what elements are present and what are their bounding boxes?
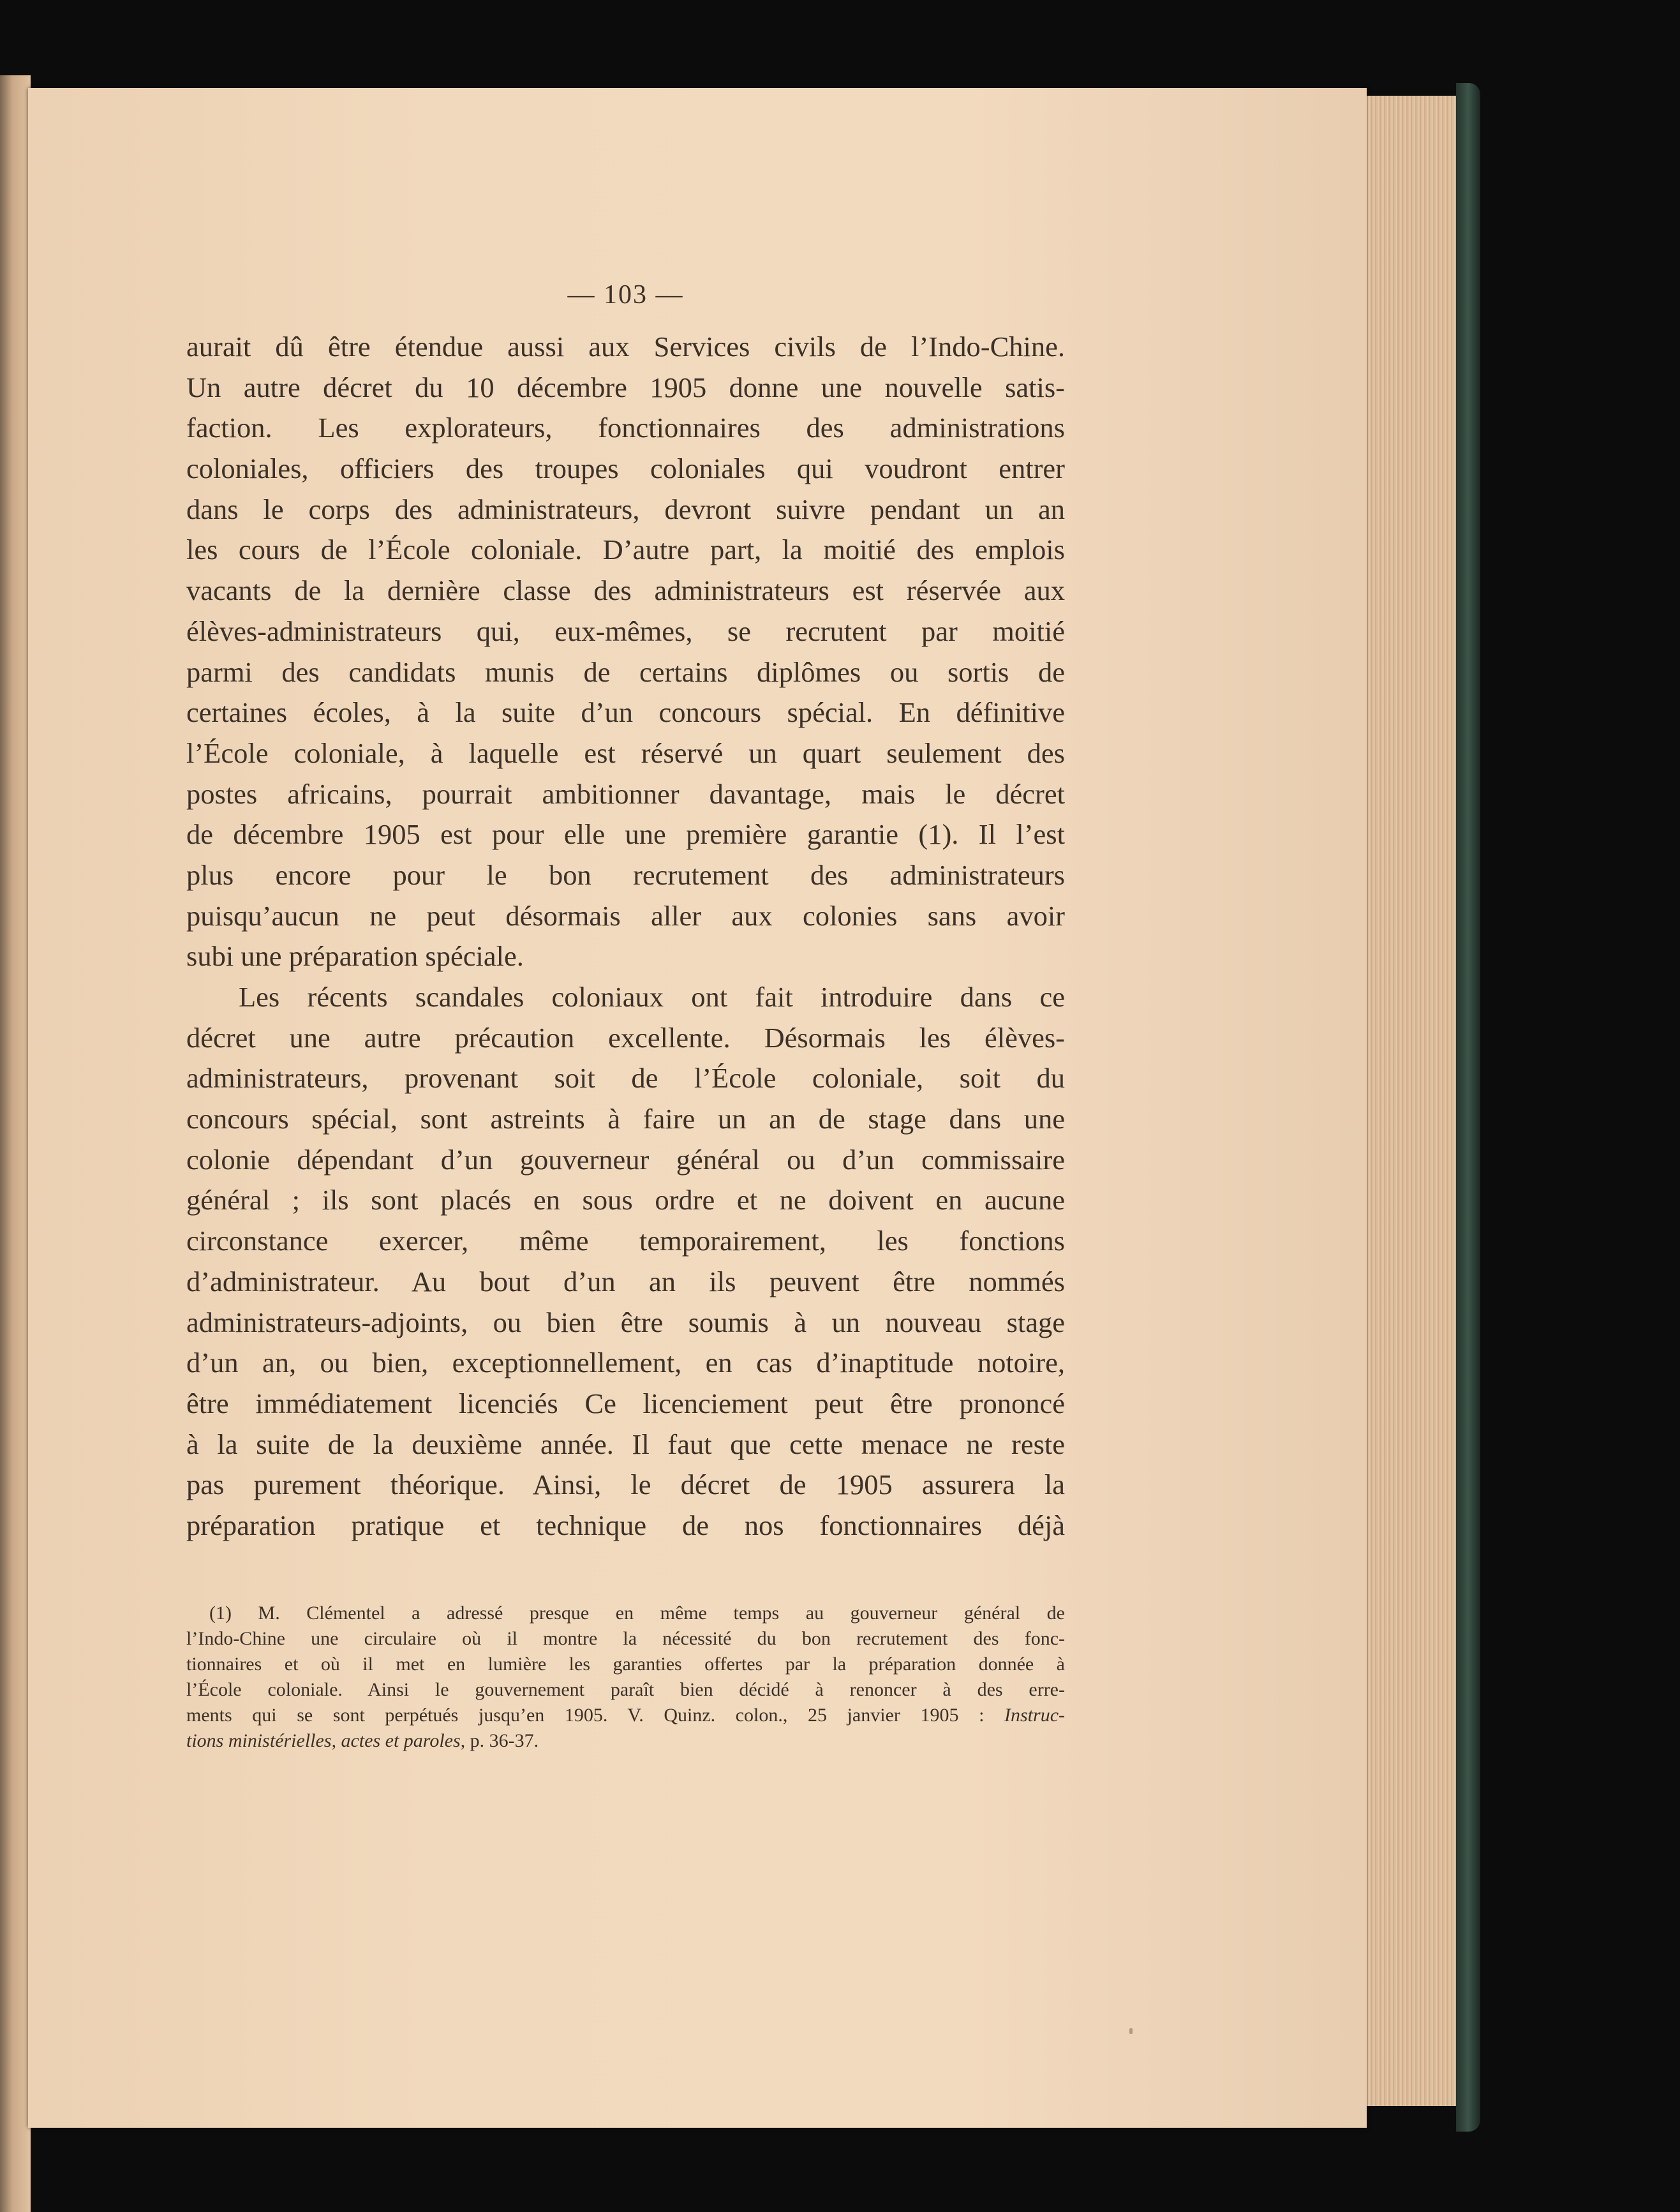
paper-speck [1129,2028,1133,2034]
text-line: faction. Les explorateurs, fonctionnaires des administrations [186,412,1065,444]
text-line: élèves-administrateurs qui, eux-mêmes, se recrutent par moitié [186,615,1065,647]
text-line: être immédiatement licenciés Ce licenciement peut être prononcé [186,1387,1065,1419]
text-line: général ; ils sont placés en sous ordre et ne doivent en aucune [186,1184,1065,1216]
text-line: subi une préparation spéciale. [186,940,524,973]
text-line: les cours de l’École coloniale. D’autre part, la moitié des emplois [186,534,1065,566]
text-line: l’École coloniale, à laquelle est réservé un quart seulement des [186,736,1065,769]
text-line: vacants de la dernière classe des administrateurs est réservée aux [186,574,1065,607]
text-line: décret une autre précaution excellente. Désormais les élèves- [186,1021,1065,1054]
text-line: Un autre décret du 10 décembre 1905 donne une nouvelle satis- [186,371,1065,403]
footnote-line: tionnaires et où il met en lumière les garanties offertes par la préparation donnée à [186,1654,1065,1675]
page-number: — 103 — [567,280,684,310]
text-line: aurait dû être étendue aussi aux Services civils de l’Indo-Chine. [186,331,1065,362]
footnote-line: l’Indo-Chine une circulaire où il montre la nécessité du bon recrutement des fonc- [186,1628,1065,1649]
footnote-italic-title: Instruc- [1004,1705,1065,1726]
text-line: préparation pratique et technique de nos fonctionnaires déjà [186,1509,1065,1541]
footnote-line-with-italic [186,1703,1065,1728]
book-cover-edge [1456,83,1480,2132]
text-line: dans le corps des administrateurs, devront suivre pendant un an [186,493,1065,525]
text-line: pas purement théorique. Ainsi, le décret de 1905 assurera la [186,1468,1065,1501]
text-line: à la suite de la deuxième année. Il faut que cette menace ne reste [186,1428,1065,1460]
body-text [186,327,1065,1546]
footnote [186,1601,1065,1754]
text-line: puisqu’aucun ne peut désormais aller aux colonies sans avoir [186,899,1065,932]
page-edges [1367,96,1457,2106]
text-line: certaines écoles, à la suite d’un concours spécial. En définitive [186,696,1065,729]
footnote-line: l’École coloniale. Ainsi le gouvernement paraît bien décidé à renoncer à des erre- [186,1679,1065,1700]
text-line: postes africains, pourrait ambitionner davantage, mais le décret [186,777,1065,810]
left-page-sliver [0,75,31,2212]
text-line: d’un an, ou bien, exceptionnellement, en cas d’inaptitude notoire, [186,1347,1065,1379]
footnote-line-final [186,1728,1065,1754]
text-line: Les récents scandales coloniaux ont fait introduire dans ce [239,981,1065,1013]
text-line: parmi des candidats munis de certains diplômes ou sortis de [186,655,1065,688]
footnote-line-text: ments qui se sont perpétués jusqu’en 1905. V. Quinz. colon., 25 janvier 1905 : [186,1705,1005,1726]
text-line: administrateurs-adjoints, ou bien être soumis à un nouveau stage [186,1306,1065,1338]
footnote-line: (1) M. Clémentel a adressé presque en même temps au gouverneur général de [209,1603,1065,1624]
text-line: de décembre 1905 est pour elle une première garantie (1). Il l’est [186,818,1065,851]
text-line: d’administrateur. Au bout d’un an ils peuvent être nommés [186,1265,1065,1297]
text-line: plus encore pour le bon recrutement des administrateurs [186,858,1065,891]
text-line: concours spécial, sont astreints à faire un an de stage dans une [186,1103,1065,1135]
text-line: colonie dépendant d’un gouverneur général ou d’un commissaire [186,1143,1065,1176]
text-line: circonstance exercer, même temporairement, les fonctions [186,1225,1065,1257]
footnote-italic-title-cont: tions ministérielles, actes et paroles, [186,1730,466,1751]
text-line: coloniales, officiers des troupes coloniales qui voudront entrer [186,452,1065,485]
text-line: administrateurs, provenant soit de l’École coloniale, soit du [186,1062,1065,1095]
footnote-page-ref: p. 36-37. [465,1730,539,1751]
